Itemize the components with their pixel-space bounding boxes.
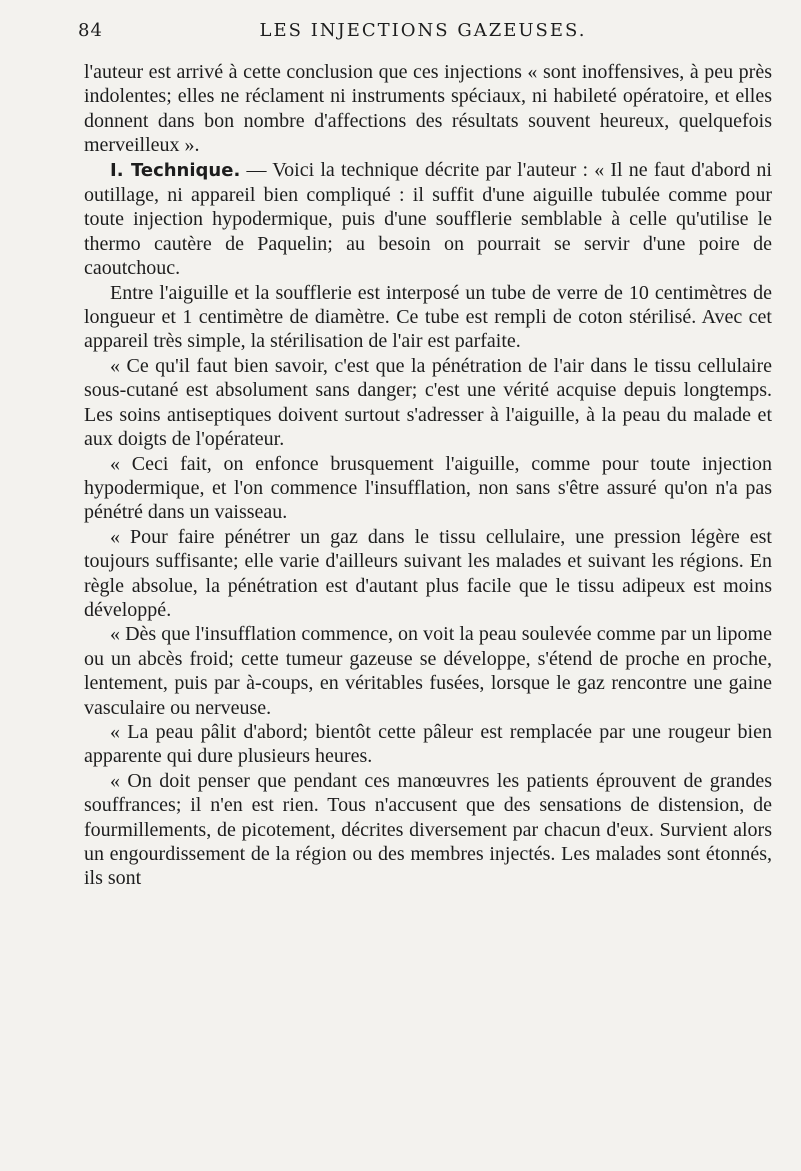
running-head: LES INJECTIONS GAZEUSES. bbox=[259, 20, 587, 41]
paragraph: « Ceci fait, on enfonce brusquement l'aiguille, comme pour toute injection hypodermique, et l'on commence l'insufflation, non sans s'être assuré qu'on n'a pas pénétré dans un vaisseau. bbox=[84, 452, 772, 524]
paragraph: l'auteur est arrivé à cette conclusion que ces injections « sont inoffensives, à peu près indolentes; elles ne réclament ni instruments spéciaux, ni habileté opératoire, et elles donnent dans bon nombre d'affections des résultats souvent heureux, quelquefois merveilleux ». bbox=[84, 61, 772, 157]
body-text bbox=[84, 60, 772, 891]
paragraph: « Pour faire pénétrer un gaz dans le tissu cellulaire, une pression légère est toujours suffisante; elle varie d'ailleurs suivant les malades et suivant les régions. En règle absolue, la pénétration est d'autant plus facile que le tissu adipeux est moins développé. bbox=[84, 525, 772, 621]
paragraph-technique bbox=[84, 158, 772, 281]
page-header bbox=[78, 20, 768, 48]
paragraph: « La peau pâlit d'abord; bientôt cette pâleur est remplacée par une rougeur bien apparente qui dure plusieurs heures. bbox=[84, 720, 772, 768]
page-number: 84 bbox=[78, 20, 103, 41]
paragraph: « On doit penser que pendant ces manœuvres les patients éprouvent de grandes souffrances; il n'en est rien. Tous n'accusent que des sensations de distension, de fourmillements, de picotement, décrites diversement par chacun d'eux. Survient alors un engourdissement de la région ou des membres injectés. Les malades sont étonnés, ils sont bbox=[84, 769, 772, 890]
paragraph: « Dès que l'insufflation commence, on voit la peau soulevée comme par un lipome ou un abcès froid; cette tumeur gazeuse se développe, s'étend de proche en proche, lentement, puis par à-coups, en véritables fusées, lorsque le gaz rencontre une gaine vasculaire ou nerveuse. bbox=[84, 623, 772, 719]
paragraph-text: — Voici la technique décrite par l'auteur : « Il ne faut d'abord ni outillage, ni appareil bien compliqué : il suffit d'une aiguille tubulée comme pour toute injection hypodermique, puis d'une soufflerie semblable à celle qu'utilise le thermo cautère de Paquelin; au besoin on pourrait se servir d'une poire de caoutchouc. bbox=[84, 158, 772, 280]
paragraph: Entre l'aiguille et la soufflerie est interposé un tube de verre de 10 centimètres de longueur et 1 centimètre de diamètre. Ce tube est rempli de coton stérilisé. Avec cet appareil très simple, la stérilisation de l'air est parfaite. bbox=[84, 281, 772, 353]
paragraph: « Ce qu'il faut bien savoir, c'est que la pénétration de l'air dans le tissu cellulaire sous-cutané est absolument sans danger; c'est une vérité acquise depuis longtemps. Les soins antiseptiques doivent surtout s'adresser à l'aiguille, à la peau du malade et aux doigts de l'opérateur. bbox=[84, 354, 772, 451]
section-heading: I. Technique. bbox=[110, 159, 241, 181]
